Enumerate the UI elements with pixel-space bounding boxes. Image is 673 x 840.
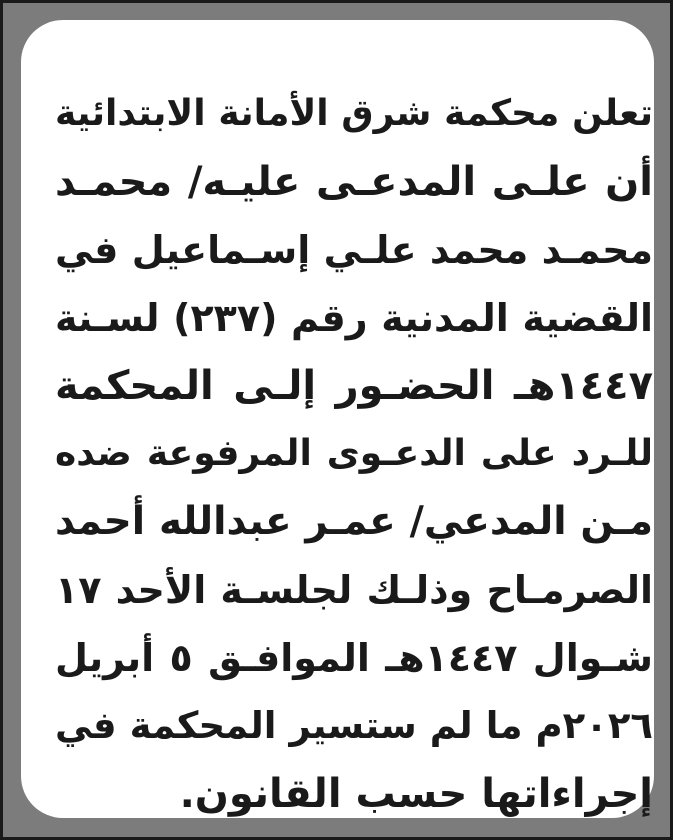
notice-line: مـن المدعي/ عمـر عبدالله أحمد [55,499,653,544]
notice-line: القضية المدنية رقم (٢٣٧) لسـنة [55,296,653,340]
notice-line: محمـد محمد علـي إسـماعيل في [55,228,653,272]
court-notice-text [55,80,653,828]
notice-line: الصرمـاح وذلـك لجلسـة الأحد ١٧ [55,568,653,612]
notice-line: للـرد على الدعـوى المرفوعة ضده [55,433,653,474]
notice-line: إجراءاتها حسب القانون. [179,771,653,817]
notice-line: ٢٠٢٦م ما لم ستسير المحكمة في [55,704,653,747]
notice-line: ١٤٤٧هـ الحضـور إلـى المحكمة [55,363,653,409]
notice-card [21,20,654,818]
notice-line: شـوال ١٤٤٧هـ الموافـق ٥ أبريل [55,636,653,680]
notice-line: أن علـى المدعـى عليـه/ محمـد [55,159,653,205]
notice-line: تعلن محكمة شرق الأمانة الابتدائية [55,93,653,134]
